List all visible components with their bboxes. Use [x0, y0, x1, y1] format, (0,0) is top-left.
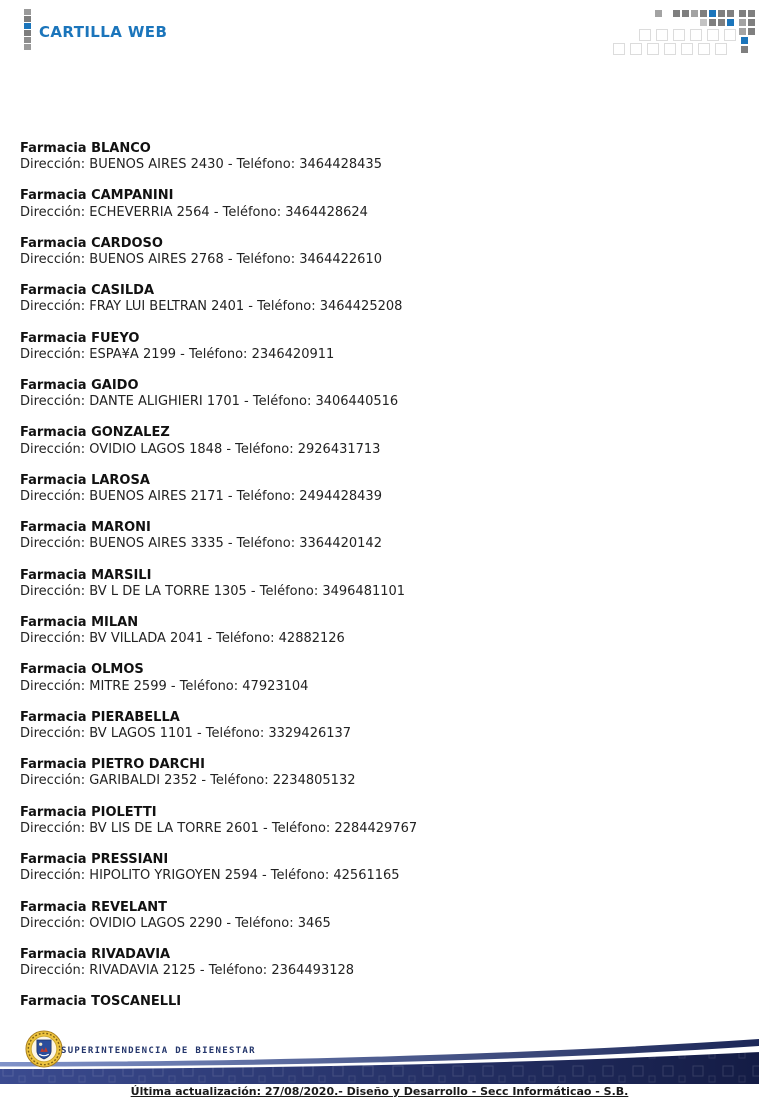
- pharmacy-address-phone: Dirección: HIPOLITO YRIGOYEN 2594 - Teléfono: 42561165: [20, 868, 400, 884]
- pharmacy-name: Farmacia CASILDA: [20, 283, 155, 299]
- mosaic-outline-square: [656, 29, 668, 41]
- pharmacy-entry: [20, 236, 720, 268]
- pharmacy-name: Farmacia MILAN: [20, 615, 139, 631]
- mosaic-square: [691, 10, 698, 17]
- pharmacy-entry: [20, 141, 720, 173]
- pharmacy-entry: [20, 805, 720, 837]
- mosaic-square: [700, 19, 707, 26]
- org-name: SUPERINTENDENCIA DE BIENESTAR: [61, 1046, 256, 1056]
- pharmacy-entry: [20, 900, 720, 932]
- mosaic-square: [655, 10, 662, 17]
- pharmacy-entry: [20, 568, 720, 600]
- pharmacy-address-phone: Dirección: BUENOS AIRES 2768 - Teléfono: 3464422610: [20, 252, 382, 268]
- logo-stack: [24, 9, 31, 51]
- pharmacy-name: Farmacia RIVADAVIA: [20, 946, 171, 962]
- pharmacy-address-phone: Dirección: BV VILLADA 2041 - Teléfono: 42882126: [20, 631, 345, 647]
- pharmacy-address-phone: Dirección: BUENOS AIRES 2171 - Teléfono: 2494428439: [20, 489, 382, 505]
- pharmacy-name: Farmacia PRESSIANI: [20, 852, 169, 868]
- pharmacy-entry: [20, 520, 720, 552]
- pharmacy-address-phone: Dirección: BV LAGOS 1101 - Teléfono: 3329426137: [20, 726, 352, 742]
- mosaic-outline-square: [613, 43, 625, 55]
- pharmacy-address-phone: Dirección: ECHEVERRIA 2564 - Teléfono: 3464428624: [20, 204, 368, 220]
- logo-square: [24, 44, 31, 50]
- mosaic-square: [673, 10, 680, 17]
- mosaic-outline-square: [664, 43, 676, 55]
- mosaic-outline-square: [715, 43, 727, 55]
- pharmacy-name: Farmacia REVELANT: [20, 899, 168, 915]
- page-title: CARTILLA WEB: [39, 23, 168, 41]
- mosaic-outline-square: [630, 43, 642, 55]
- mosaic-square: [741, 46, 748, 53]
- pharmacy-address-phone: Dirección: GARIBALDI 2352 - Teléfono: 2234805132: [20, 773, 356, 789]
- pharmacy-name: Farmacia CARDOSO: [20, 235, 163, 251]
- mosaic-square: [709, 19, 716, 26]
- header-mosaic: [611, 5, 759, 57]
- pharmacy-address-phone: Dirección: BV LIS DE LA TORRE 2601 - Teléfono: 2284429767: [20, 820, 418, 836]
- pharmacy-name: Farmacia LAROSA: [20, 472, 150, 488]
- pharmacy-name: Farmacia MARSILI: [20, 567, 152, 583]
- pharmacy-address-phone: Dirección: MITRE 2599 - Teléfono: 47923104: [20, 678, 309, 694]
- pharmacy-entry: [20, 757, 720, 789]
- pharmacy-name: Farmacia GONZALEZ: [20, 425, 170, 441]
- mosaic-square: [748, 28, 755, 35]
- pharmacy-address-phone: Dirección: BUENOS AIRES 3335 - Teléfono: 3364420142: [20, 536, 382, 552]
- pharmacy-entry: [20, 710, 720, 742]
- mosaic-square: [739, 28, 746, 35]
- mosaic-square: [741, 37, 748, 44]
- pharmacy-entry: [20, 615, 720, 647]
- pharmacy-name: Farmacia TOSCANELLI: [20, 994, 182, 1010]
- pharmacy-entry: [20, 947, 720, 979]
- mosaic-square: [748, 19, 755, 26]
- pharmacy-address-phone: Dirección: ESPA¥A 2199 - Teléfono: 2346420911: [20, 346, 335, 362]
- logo-square: [24, 37, 31, 43]
- mosaic-outline-square: [698, 43, 710, 55]
- pharmacy-address-phone: Dirección: FRAY LUI BELTRAN 2401 - Teléfono: 3464425208: [20, 299, 403, 315]
- pharmacy-address-phone: Dirección: OVIDIO LAGOS 1848 - Teléfono: 2926431713: [20, 441, 381, 457]
- mosaic-outline-square: [681, 43, 693, 55]
- pharmacy-name: Farmacia PIOLETTI: [20, 804, 157, 820]
- mosaic-square: [700, 10, 707, 17]
- header: [0, 0, 759, 60]
- pharmacy-entry: [20, 331, 720, 363]
- mosaic-square: [727, 10, 734, 17]
- pharmacy-name: Farmacia GAIDO: [20, 378, 139, 394]
- pharmacy-address-phone: Dirección: BV L DE LA TORRE 1305 - Teléfono: 3496481101: [20, 583, 406, 599]
- mosaic-outline-square: [647, 43, 659, 55]
- logo-square: [24, 16, 31, 22]
- pharmacy-entry: [20, 473, 720, 505]
- pharmacy-entry: [20, 994, 720, 1010]
- pharmacy-name: Farmacia OLMOS: [20, 662, 144, 678]
- mosaic-outline-square: [724, 29, 736, 41]
- pharmacy-entry: [20, 852, 720, 884]
- pharmacy-address-phone: Dirección: DANTE ALIGHIERI 1701 - Teléfono: 3406440516: [20, 394, 399, 410]
- mosaic-square: [739, 10, 746, 17]
- pharmacy-entry: [20, 378, 720, 410]
- pharmacy-entry: [20, 662, 720, 694]
- mosaic-outline-square: [673, 29, 685, 41]
- logo-square: [24, 9, 31, 15]
- pharmacy-name: Farmacia CAMPANINI: [20, 188, 174, 204]
- pharmacy-entry: [20, 425, 720, 457]
- pharmacy-list: [20, 141, 720, 1026]
- last-update-text: Última actualización: 27/08/2020.- Diseño y Desarrollo - Secc Informáticao - S.B.: [130, 1085, 629, 1098]
- pharmacy-name: Farmacia PIERABELLA: [20, 709, 180, 725]
- mosaic-outline-square: [639, 29, 651, 41]
- pharmacy-name: Farmacia FUEYO: [20, 330, 140, 346]
- logo-square: [24, 30, 31, 36]
- mosaic-square: [709, 10, 716, 17]
- pharmacy-address-phone: Dirección: OVIDIO LAGOS 2290 - Teléfono: 3465: [20, 915, 331, 931]
- pharmacy-entry: [20, 283, 720, 315]
- mosaic-square: [682, 10, 689, 17]
- mosaic-square: [739, 19, 746, 26]
- pharmacy-address-phone: Dirección: BUENOS AIRES 2430 - Teléfono: 3464428435: [20, 157, 382, 173]
- logo-square: [24, 23, 31, 29]
- mosaic-square: [718, 10, 725, 17]
- footer-swoosh: [0, 1038, 759, 1084]
- pharmacy-name: Farmacia BLANCO: [20, 141, 151, 156]
- mosaic-square: [748, 10, 755, 17]
- org-seal-icon: [25, 1030, 63, 1068]
- pharmacy-name: Farmacia MARONI: [20, 520, 151, 536]
- mosaic-square: [727, 19, 734, 26]
- pharmacy-name: Farmacia PIETRO DARCHI: [20, 757, 205, 773]
- pharmacy-address-phone: Dirección: RIVADAVIA 2125 - Teléfono: 2364493128: [20, 963, 355, 979]
- mosaic-square: [718, 19, 725, 26]
- pharmacy-entry: [20, 188, 720, 220]
- mosaic-outline-square: [690, 29, 702, 41]
- mosaic-outline-square: [707, 29, 719, 41]
